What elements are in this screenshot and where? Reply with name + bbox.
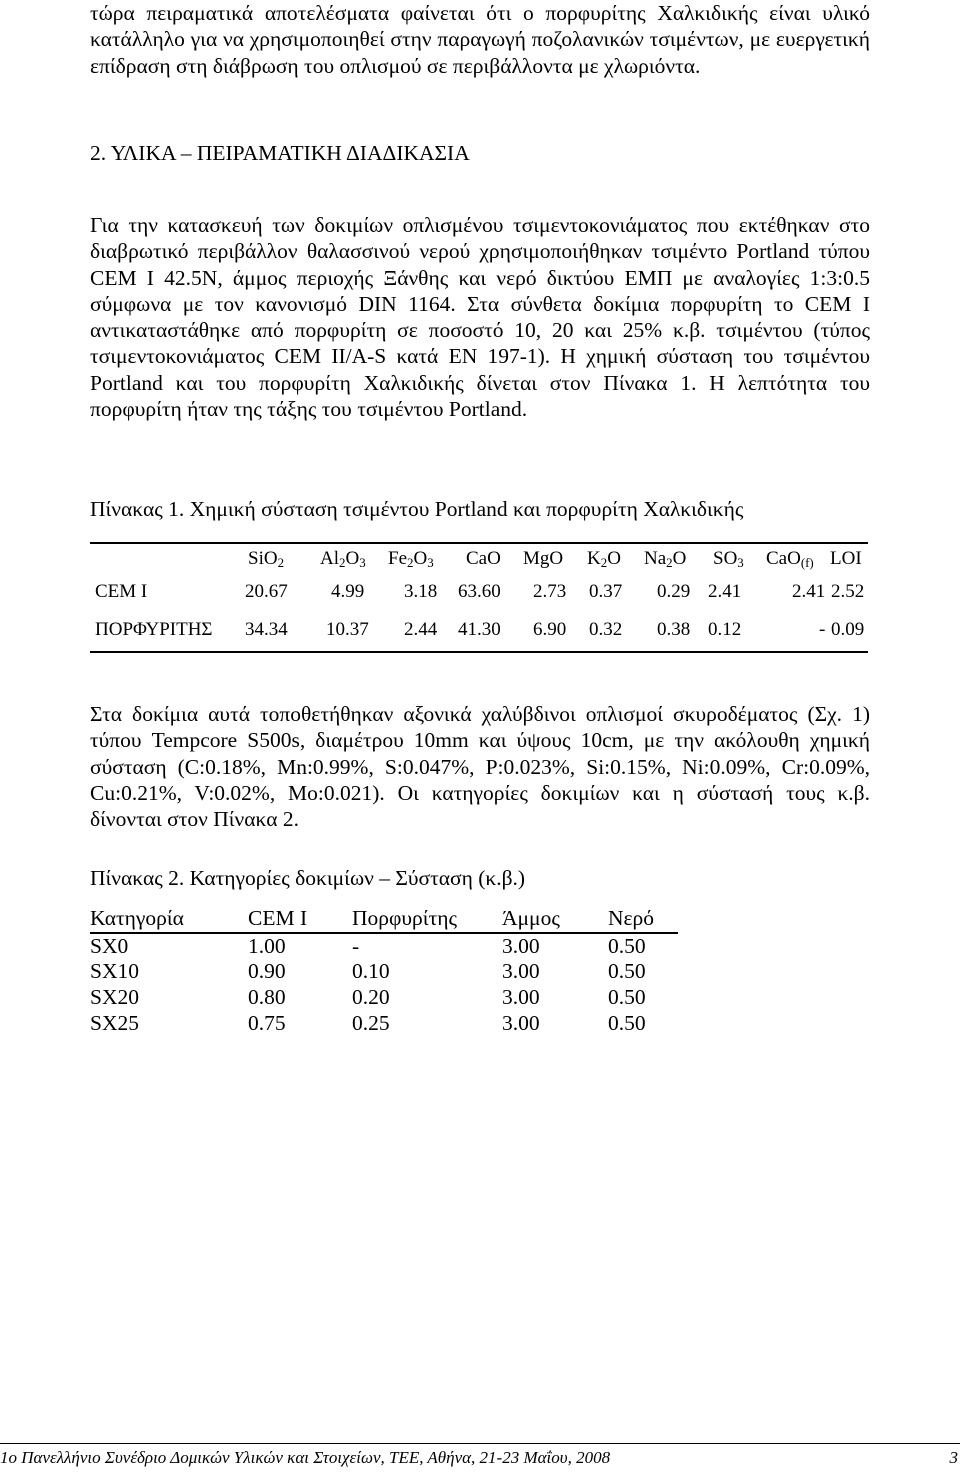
footer-text: 1ο Πανελλήνιο Συνέδριο Δομικών Υλικών και Στοιχείων, ΤΕΕ, Αθήνα, 21-23 Μαΐου, 2008 <box>0 1448 611 1467</box>
table1-top-rule <box>90 542 868 544</box>
table1-cell: 3.18 <box>404 581 438 602</box>
table1-cell: 4.99 <box>331 581 365 602</box>
table1-header-na2o: $Na_2O$ <box>644 548 687 571</box>
section-heading: 2. ΥΛΙΚΑ – ΠΕΙΡΑΜΑΤΙΚΗ ΔΙΑΔΙΚΑΣΙΑ <box>90 141 470 165</box>
table1-header-fe2o3: $Fe_2O_3$ <box>388 548 434 571</box>
table1-bottom-rule <box>90 651 868 653</box>
table1-caption: Πίνακας 1. Χημική σύσταση τσιμέντου Portland και πορφυρίτη Χαλκιδικής <box>90 497 744 521</box>
table1-row-label: CEM I <box>95 581 148 602</box>
table2-cell: 0.50 <box>608 1010 646 1035</box>
table2-header: Κατηγορία <box>90 906 248 933</box>
table1-header-loi: LOI <box>830 548 862 569</box>
table2 <box>90 906 678 1037</box>
table1-cell: 34.34 <box>245 619 288 640</box>
table1-cell: 10.37 <box>326 619 369 640</box>
table2-cell: 0.10 <box>352 959 390 984</box>
table2-cell: 3.00 <box>502 985 540 1010</box>
table2-cell: 0.50 <box>608 959 646 984</box>
table1-header-sio2: SiO$_2$ <box>248 548 285 571</box>
table1-cell: 2.41 <box>708 581 742 602</box>
table1-cell: 0.37 <box>589 581 623 602</box>
table2-cell: 0.50 <box>608 933 646 958</box>
table2-header-row <box>90 906 678 933</box>
table1-cell: 2.73 <box>533 581 567 602</box>
table2-cell: 0.90 <box>248 959 286 984</box>
table1-cell: 20.67 <box>245 581 288 602</box>
specimens-paragraph: Στα δοκίμια αυτά τοποθετήθηκαν αξονικά χαλύβδινοι οπλισμοί σκυροδέματος (Σχ. 1) τύπου Tempcore S500s, διαμέτρου 10mm και ύψους 10cm, με την ακόλουθη χημική σύσταση (C:0.18%, Mn:0.99%, S:0.047%, P:0.023%, Si:0.15%, Ni:0.09%, Cr:0.09%, Cu:0.21%, V:0.02%, Mo:0.021). Οι κατηγορίες δοκιμίων και η σύστασή τους κ.β. δίνονται στον Πίνακα 2. <box>90 702 870 832</box>
table1-cell: 6.90 <box>533 619 567 640</box>
table2-header: Νερό <box>608 906 678 933</box>
intro-paragraph: τώρα πειραματικά αποτελέσματα φαίνεται ότι ο πορφυρίτης Χαλκιδικής είναι υλικό κατάλληλο για να χρησιμοποιηθεί στην παραγωγή ποζολανικών τσιμέντων, με ευεργετική επίδραση στη διάβρωση του οπλισμού σε περιβάλλοντα με χλωριόντα. <box>90 1 870 78</box>
table1-header-mgo: MgO <box>523 548 564 569</box>
table2-header: Πορφυρίτης <box>352 906 502 933</box>
table1-header-cao-free: CaO$_{(f)}$ <box>766 548 814 571</box>
table2-cell: SX10 <box>90 959 139 984</box>
table1-cell: 0.32 <box>589 619 623 640</box>
table1-cell: 41.30 <box>458 619 501 640</box>
footer-rule <box>0 1443 960 1444</box>
table2-cell: SX20 <box>90 985 139 1010</box>
table1-cell: 0.09 <box>831 619 865 640</box>
table1-cell: 0.29 <box>657 581 691 602</box>
table2-cell: SX25 <box>90 1010 139 1035</box>
table1-header-so3: $SO_3$ <box>713 548 744 571</box>
table2-cell: SX0 <box>90 933 129 958</box>
table2-header: Άμμος <box>502 906 608 933</box>
table2-cell: 0.75 <box>248 1010 286 1035</box>
table1-cell: 0.12 <box>708 619 742 640</box>
table1-header-k2o: $K_2O$ <box>587 548 621 571</box>
table2-caption: Πίνακας 2. Κατηγορίες δοκιμίων – Σύσταση (κ.β.) <box>90 866 526 890</box>
table2-cell: 3.00 <box>502 933 540 958</box>
materials-paragraph: Για την κατασκευή των δοκιμίων οπλισμένου τσιμεντοκονιάματος που εκτέθηκαν στο διαβρωτικό περιβάλλον θαλασσινού νερού χρησιμοποιήθηκαν τσιμέντο Portland τύπου CEM I 42.5N, άμμος περιοχής Ξάνθης και νερό δικτύου ΕΜΠ με αναλογίες 1:3:0.5 σύμφωνα με τον κανονισμό DIN 1164. Στα σύνθετα δοκίμια πορφυρίτη το CEM I αντικαταστάθηκε από πορφυρίτη σε ποσοστό 10, 20 και 25% κ.β. τσιμέντου (τύπος τσιμεντοκονιάματος CEM II/A-S κατά EN 197-1). Η χημική σύσταση του τσιμέντου Portland και του πορφυρίτη Χαλκιδικής δίνεται στον Πίνακα 1. Η λεπτότητα του πορφυρίτη ήταν της τάξης του τσιμέντου Portland. <box>90 213 870 422</box>
table2-cell: 0.20 <box>352 985 390 1010</box>
table2-cell: 1.00 <box>248 933 286 958</box>
table1-cell: 0.38 <box>657 619 691 640</box>
table2-cell: 0.25 <box>352 1010 390 1035</box>
table2-cell: 3.00 <box>502 959 540 984</box>
table1-row-label: ΠΟΡΦΥΡΙΤΗΣ <box>95 619 213 640</box>
table1-header-al2o3: $Al_2O_3$ <box>320 548 366 571</box>
page-number: 3 <box>949 1448 958 1467</box>
table1-cell: 63.60 <box>458 581 501 602</box>
table1-cell: 2.41 <box>792 581 826 602</box>
table-row <box>90 1011 678 1037</box>
table-row <box>90 933 678 960</box>
table2-cell: 0.80 <box>248 985 286 1010</box>
table2-header: CEM I <box>248 906 352 933</box>
table1-header-cao: CaO <box>466 548 501 569</box>
table1-cell: - <box>819 619 826 640</box>
table2-cell: 0.50 <box>608 985 646 1010</box>
table2-cell: - <box>352 933 360 958</box>
table2-cell: 3.00 <box>502 1010 540 1035</box>
table-row <box>90 985 678 1011</box>
table1-cell: 2.52 <box>831 581 865 602</box>
table-row <box>90 959 678 985</box>
table1-cell: 2.44 <box>404 619 438 640</box>
